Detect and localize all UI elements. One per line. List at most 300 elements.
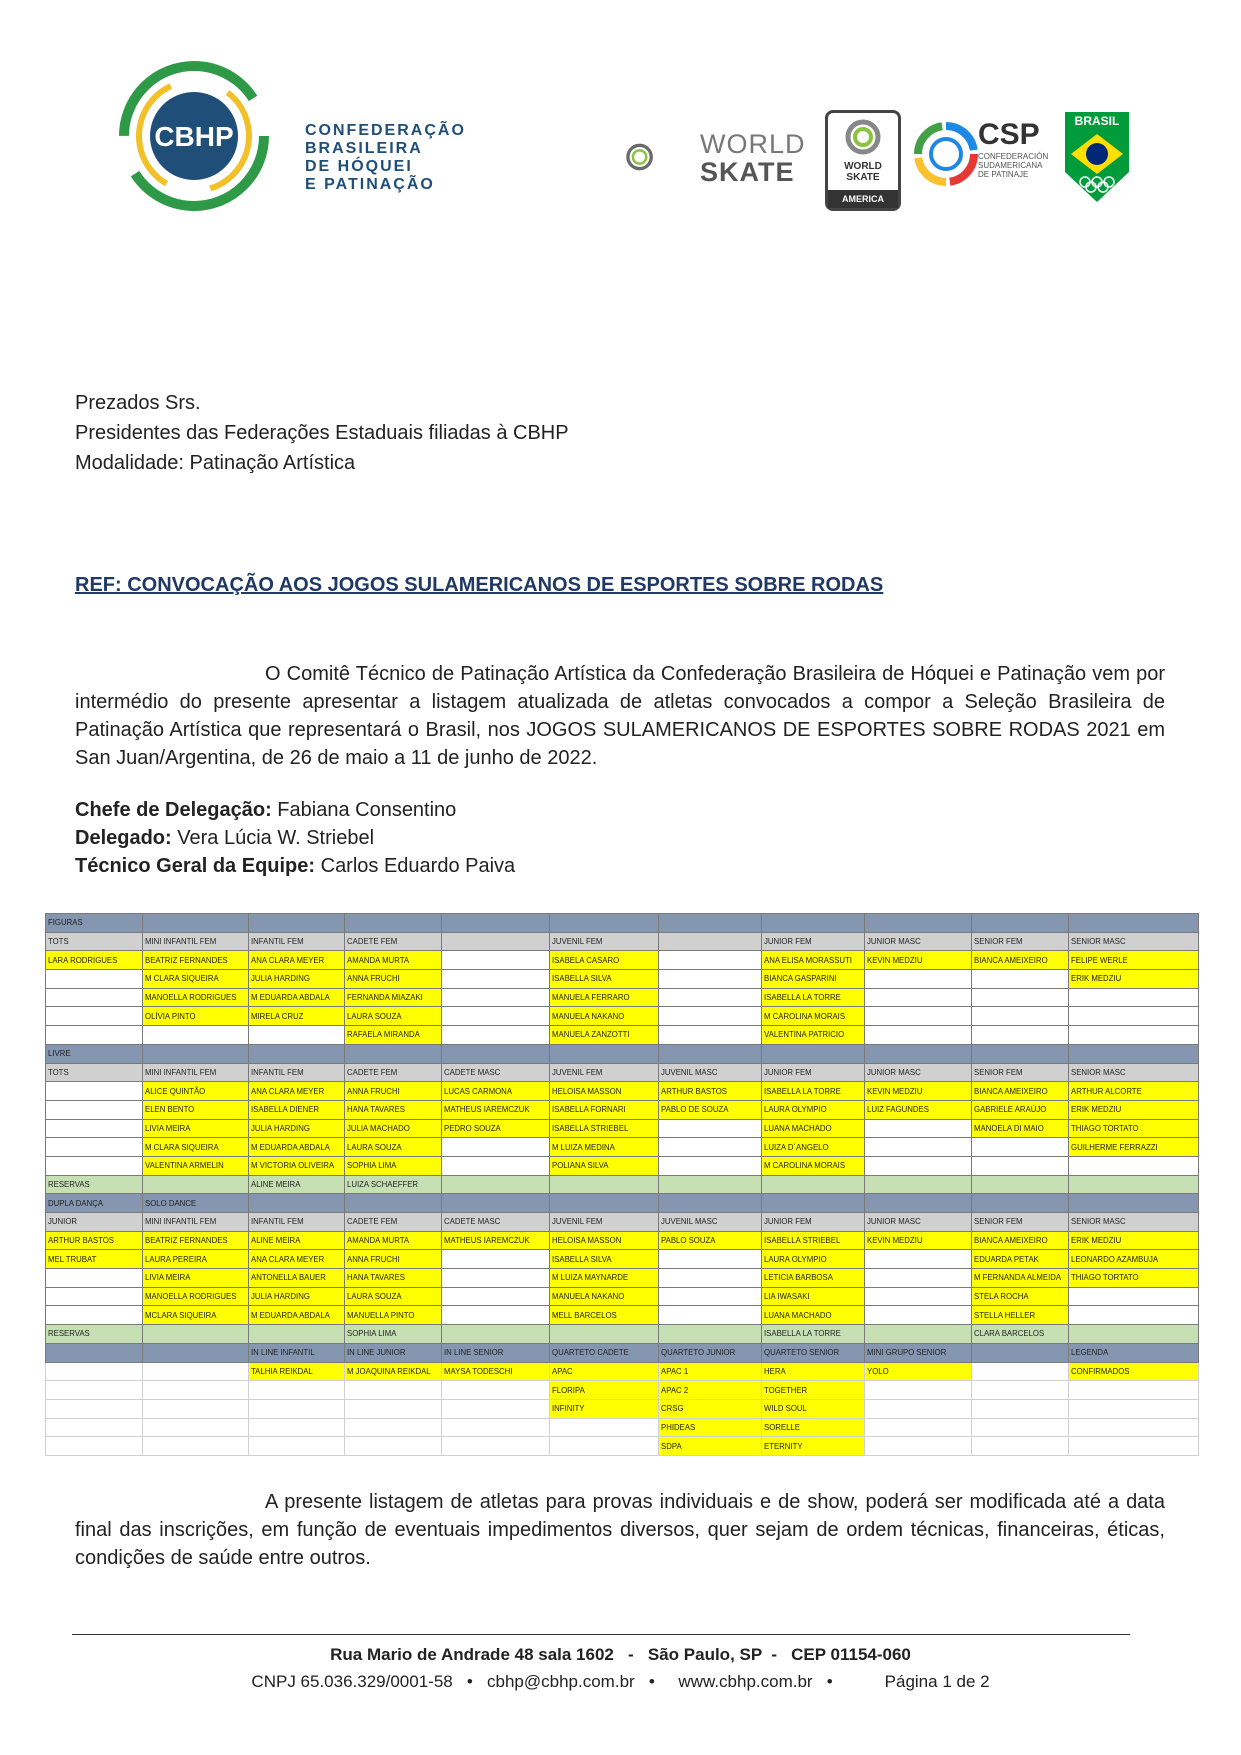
table-row [46, 914, 1199, 933]
table-cell [865, 1287, 972, 1306]
table-cell: FELIPE WERLE [1069, 951, 1199, 970]
table-cell [865, 1325, 972, 1344]
table-cell [865, 1269, 972, 1288]
table-cell: ISABELA CASARO [550, 951, 659, 970]
table-cell [46, 970, 143, 989]
table-cell: JUNIOR MASC [865, 932, 972, 951]
table-cell [865, 1026, 972, 1045]
table-cell: APAC [550, 1362, 659, 1381]
table-cell [46, 1437, 143, 1456]
table-cell: CONFIRMADOS [1069, 1362, 1199, 1381]
table-cell: M JOAQUINA REIKDAL [345, 1362, 442, 1381]
table-cell [1069, 1175, 1199, 1194]
table-cell: RESERVAS [46, 1325, 143, 1344]
table-cell [550, 1044, 659, 1063]
table-cell: LAURA SOUZA [345, 1138, 442, 1157]
delegation-staff [75, 796, 515, 880]
table-row [46, 1007, 1199, 1026]
table-cell: SENIOR MASC [1069, 932, 1199, 951]
table-cell [442, 951, 550, 970]
table-cell [1069, 1306, 1199, 1325]
table-cell: M EDUARDA ABDALA [249, 1138, 345, 1157]
table-cell [659, 1325, 762, 1344]
table-cell: CADETE FEM [345, 932, 442, 951]
table-cell [345, 1381, 442, 1400]
table-cell [865, 1194, 972, 1213]
footer-address: Rua Mario de Andrade 48 sala 1602 - São Paulo, SP - CEP 01154-060 [330, 1645, 911, 1664]
table-cell: JUNIOR FEM [762, 932, 865, 951]
table-cell [249, 914, 345, 933]
table-cell [1069, 1325, 1199, 1344]
table-row [46, 1399, 1199, 1418]
table-cell [249, 1325, 345, 1344]
table-cell [972, 1381, 1069, 1400]
table-cell: ANA CLARA MEYER [249, 1250, 345, 1269]
table-cell: ALINE MEIRA [249, 1175, 345, 1194]
table-cell [46, 1269, 143, 1288]
table-cell: ANNA FRUCHI [345, 970, 442, 989]
table-cell: KEVIN MEDZIU [865, 1231, 972, 1250]
table-cell: TOTS [46, 932, 143, 951]
table-cell: ISABELLA LA TORRE [762, 988, 865, 1007]
table-cell: JUNIOR MASC [865, 1213, 972, 1232]
table-row [46, 1175, 1199, 1194]
table-cell [46, 1306, 143, 1325]
table-cell [972, 1362, 1069, 1381]
closing-paragraph: A presente listagem de atletas para provas individuais e de show, poderá ser modificada até a data final das inscrições, em função de eventuais impedimentos diversos, quer sejam de ordem técnicas, financeiras, éticas, condições de saúde entre outros. [75, 1491, 1165, 1569]
table-cell: LEONARDO AZAMBUJA [1069, 1250, 1199, 1269]
table-cell: M CAROLINA MORAIS [762, 1156, 865, 1175]
table-cell: SENIOR FEM [972, 1063, 1069, 1082]
table-cell: ISABELLA SILVA [550, 1250, 659, 1269]
table-cell: LEGENDA [1069, 1343, 1199, 1362]
table-cell: KEVIN MEDZIU [865, 1082, 972, 1101]
table-cell: ISABELLA DIENER [249, 1100, 345, 1119]
table-cell [865, 1044, 972, 1063]
table-row [46, 1250, 1199, 1269]
table-cell: CADETE FEM [345, 1213, 442, 1232]
table-cell: HELOISA MASSON [550, 1231, 659, 1250]
table-cell [972, 1007, 1069, 1026]
table-cell: LUIZA D´ANGELO [762, 1138, 865, 1157]
table-cell: M CAROLINA MORAIS [762, 1007, 865, 1026]
table-cell [1069, 914, 1199, 933]
table-cell: JUVENIL MASC [659, 1213, 762, 1232]
table-cell [442, 1287, 550, 1306]
table-cell [1069, 1044, 1199, 1063]
table-cell [659, 1250, 762, 1269]
table-cell: SOPHIA LIMA [345, 1325, 442, 1344]
table-cell: JULIA MACHADO [345, 1119, 442, 1138]
table-cell: MATHEUS IAREMCZUK [442, 1100, 550, 1119]
table-cell [143, 1362, 249, 1381]
table-cell: JUVENIL FEM [550, 1213, 659, 1232]
table-cell: QUARTETO JUNIOR [659, 1343, 762, 1362]
table-cell [249, 1437, 345, 1456]
table-cell: JUNIOR [46, 1213, 143, 1232]
table-cell: JUNIOR FEM [762, 1213, 865, 1232]
table-cell [442, 1437, 550, 1456]
table-cell: SENIOR FEM [972, 932, 1069, 951]
table-cell [46, 1362, 143, 1381]
table-cell: HANA TAVARES [345, 1100, 442, 1119]
table-cell [46, 988, 143, 1007]
table-cell [659, 1269, 762, 1288]
table-cell: ERIK MEDZIU [1069, 970, 1199, 989]
table-cell: LAURA PEREIRA [143, 1250, 249, 1269]
table-cell [442, 914, 550, 933]
table-cell: CADETE MASC [442, 1063, 550, 1082]
table-cell [972, 1343, 1069, 1362]
table-cell: APAC 2 [659, 1381, 762, 1400]
table-cell [345, 1044, 442, 1063]
table-cell [143, 1044, 249, 1063]
table-cell [762, 914, 865, 933]
table-cell [46, 1287, 143, 1306]
table-cell: FLORIPA [550, 1381, 659, 1400]
csp-subtitle: CONFEDERACIÓN SUDAMERICANA DE PATINAJE [978, 152, 1049, 179]
greeting-block [75, 388, 569, 478]
table-cell: MANOELLA RODRIGUES [143, 988, 249, 1007]
table-row [46, 1269, 1199, 1288]
table-cell: JUNIOR FEM [762, 1063, 865, 1082]
table-cell [46, 1119, 143, 1138]
table-cell: APAC 1 [659, 1362, 762, 1381]
table-cell [442, 1381, 550, 1400]
table-cell: MANOELA DI MAIO [972, 1119, 1069, 1138]
table-cell [143, 1175, 249, 1194]
table-cell: PHIDEAS [659, 1418, 762, 1437]
table-cell: IN LINE JUNIOR [345, 1343, 442, 1362]
table-row [46, 1362, 1199, 1381]
footer-contact: CNPJ 65.036.329/0001-58 • cbhp@cbhp.com.br • www.cbhp.com.br • Página 1 de 2 [251, 1672, 990, 1691]
table-cell: M EDUARDA ABDALA [249, 988, 345, 1007]
table-cell [865, 1399, 972, 1418]
table-cell: KEVIN MEDZIU [865, 951, 972, 970]
table-cell [46, 1381, 143, 1400]
table-cell: IN LINE INFANTIL [249, 1343, 345, 1362]
svg-text:BRASIL: BRASIL [1074, 114, 1120, 128]
cbhp-logo-text: CBHP [154, 121, 234, 152]
table-cell [249, 1194, 345, 1213]
table-cell [46, 1007, 143, 1026]
table-cell [659, 1138, 762, 1157]
table-cell [442, 970, 550, 989]
table-cell: YOLO [865, 1362, 972, 1381]
athlete-table [45, 913, 1199, 1456]
world-skate-america-logo: WORLD SKATE AMERICA [825, 110, 901, 211]
table-cell: AMANDA MURTA [345, 951, 442, 970]
table-cell: LAURA SOUZA [345, 1007, 442, 1026]
table-cell: OLÍVIA PINTO [143, 1007, 249, 1026]
table-cell: TOGETHER [762, 1381, 865, 1400]
table-row [46, 1100, 1199, 1119]
table-cell [865, 1418, 972, 1437]
table-cell: VALENTINA ARMELIN [143, 1156, 249, 1175]
table-cell [659, 932, 762, 951]
table-cell [972, 1418, 1069, 1437]
table-row [46, 1119, 1199, 1138]
table-cell: MATHEUS IAREMCZUK [442, 1231, 550, 1250]
table-cell: WILD SOUL [762, 1399, 865, 1418]
table-cell: MANUELA FERRARO [550, 988, 659, 1007]
table-cell: THIAGO TORTATO [1069, 1119, 1199, 1138]
table-cell [143, 1418, 249, 1437]
table-cell: ARTHUR BASTOS [659, 1082, 762, 1101]
table-cell [143, 1343, 249, 1362]
table-cell [865, 1175, 972, 1194]
table-cell [143, 1026, 249, 1045]
table-cell: INFANTIL FEM [249, 1063, 345, 1082]
table-cell [550, 1418, 659, 1437]
table-cell [442, 1194, 550, 1213]
table-cell: ANTONELLA BAUER [249, 1269, 345, 1288]
table-cell [972, 970, 1069, 989]
table-cell: MANOELLA RODRIGUES [143, 1287, 249, 1306]
table-cell: FERNANDA MIAZAKI [345, 988, 442, 1007]
table-cell [442, 1269, 550, 1288]
table-row [46, 988, 1199, 1007]
table-cell [972, 1026, 1069, 1045]
table-cell: GABRIELE ARAÚJO [972, 1100, 1069, 1119]
table-cell [659, 970, 762, 989]
table-row [46, 1231, 1199, 1250]
cbhp-logo [118, 60, 270, 212]
table-cell: QUARTETO SENIOR [762, 1343, 865, 1362]
table-cell [345, 914, 442, 933]
table-row [46, 932, 1199, 951]
table-cell: CLARA BARCELOS [972, 1325, 1069, 1344]
table-cell: MELL BARCELOS [550, 1306, 659, 1325]
world-skate-text: WORLD SKATE [700, 129, 806, 187]
table-cell: M LUIZA MEDINA [550, 1138, 659, 1157]
table-cell [659, 1007, 762, 1026]
table-cell: BIANCA AMEIXEIRO [972, 1231, 1069, 1250]
table-cell [1069, 1287, 1199, 1306]
table-cell: INFINITY [550, 1399, 659, 1418]
table-cell [550, 1437, 659, 1456]
table-cell [550, 1175, 659, 1194]
table-cell: INFANTIL FEM [249, 932, 345, 951]
table-cell [659, 1287, 762, 1306]
table-cell [249, 1026, 345, 1045]
table-cell [659, 1156, 762, 1175]
table-cell: ANA CLARA MEYER [249, 951, 345, 970]
table-cell: ANA CLARA MEYER [249, 1082, 345, 1101]
table-cell: SOLO DANCE [143, 1194, 249, 1213]
table-cell: M CLARA SIQUEIRA [143, 1138, 249, 1157]
table-cell: M LUIZA MAYNARDE [550, 1269, 659, 1288]
table-cell [345, 1418, 442, 1437]
table-cell: JULIA HARDING [249, 1287, 345, 1306]
table-cell: BIANCA GASPARINI [762, 970, 865, 989]
table-cell: JUNIOR MASC [865, 1063, 972, 1082]
table-cell: CRSG [659, 1399, 762, 1418]
table-cell [972, 1194, 1069, 1213]
table-cell: ISABELLA STRIEBEL [762, 1231, 865, 1250]
table-row [46, 1082, 1199, 1101]
table-cell: MCLARA SIQUEIRA [143, 1306, 249, 1325]
table-cell [1069, 988, 1199, 1007]
table-cell [659, 1306, 762, 1325]
table-cell: MINI INFANTIL FEM [143, 932, 249, 951]
table-cell: VALENTINA PATRICIO [762, 1026, 865, 1045]
table-cell: ISABELLA FORNARI [550, 1100, 659, 1119]
table-row [46, 1381, 1199, 1400]
table-row [46, 1325, 1199, 1344]
table-cell: SORELLE [762, 1418, 865, 1437]
world-skate-logo [625, 122, 700, 192]
table-cell [46, 1399, 143, 1418]
table-cell: MANUELA NAKANO [550, 1007, 659, 1026]
table-cell [442, 1418, 550, 1437]
table-row [46, 1437, 1199, 1456]
staff-chief: Chefe de Delegação: Fabiana Consentino [75, 799, 457, 821]
table-cell [972, 1399, 1069, 1418]
table-cell [143, 1399, 249, 1418]
csp-logo [910, 118, 980, 190]
table-cell: ISABELLA SILVA [550, 970, 659, 989]
table-cell [865, 1119, 972, 1138]
table-cell [550, 1194, 659, 1213]
table-cell: PEDRO SOUZA [442, 1119, 550, 1138]
table-cell: LAURA OLYMPIO [762, 1100, 865, 1119]
table-cell [550, 1325, 659, 1344]
table-cell: SENIOR FEM [972, 1213, 1069, 1232]
table-cell [1069, 1418, 1199, 1437]
table-cell [46, 1082, 143, 1101]
table-cell: JUVENIL FEM [550, 1063, 659, 1082]
table-cell: LETICIA BARBOSA [762, 1269, 865, 1288]
table-row [46, 1063, 1199, 1082]
table-cell [972, 1156, 1069, 1175]
table-cell [345, 1437, 442, 1456]
table-cell: MEL TRUBAT [46, 1250, 143, 1269]
table-cell [143, 914, 249, 933]
table-cell: LIVIA MEIRA [143, 1269, 249, 1288]
staff-coach: Técnico Geral da Equipe: Carlos Eduardo Paiva [75, 855, 516, 877]
table-cell: JUVENIL MASC [659, 1063, 762, 1082]
table-cell: PABLO SOUZA [659, 1231, 762, 1250]
table-cell: LUANA MACHADO [762, 1119, 865, 1138]
table-cell [865, 988, 972, 1007]
footer-divider [72, 1634, 1130, 1635]
table-cell [1069, 1381, 1199, 1400]
table-cell [249, 1044, 345, 1063]
table-cell: BEATRIZ FERNANDES [143, 1231, 249, 1250]
table-cell: THIAGO TORTATO [1069, 1269, 1199, 1288]
table-cell [442, 1007, 550, 1026]
table-cell [659, 1194, 762, 1213]
table-cell [659, 951, 762, 970]
table-cell: SOPHIA LIMA [345, 1156, 442, 1175]
table-cell: SENIOR MASC [1069, 1063, 1199, 1082]
table-cell: LUANA MACHADO [762, 1306, 865, 1325]
table-cell: RAFAELA MIRANDA [345, 1026, 442, 1045]
table-cell: INFANTIL FEM [249, 1213, 345, 1232]
table-cell: ARTHUR BASTOS [46, 1231, 143, 1250]
staff-delegate: Delegado: Vera Lúcia W. Striebel [75, 827, 375, 849]
greeting-line: Modalidade: Patinação Artística [75, 452, 356, 474]
table-cell: M CLARA SIQUEIRA [143, 970, 249, 989]
table-cell [659, 914, 762, 933]
table-cell [46, 1100, 143, 1119]
table-cell [1069, 1437, 1199, 1456]
table-cell: ISABELLA LA TORRE [762, 1082, 865, 1101]
table-cell: CADETE MASC [442, 1213, 550, 1232]
table-row [46, 1418, 1199, 1437]
table-cell [1069, 1156, 1199, 1175]
reference-title: REF: CONVOCAÇÃO AOS JOGOS SULAMERICANOS DE ESPORTES SOBRE RODAS [75, 574, 884, 596]
table-cell [972, 1138, 1069, 1157]
table-cell [659, 1119, 762, 1138]
table-cell [442, 988, 550, 1007]
table-cell [442, 1044, 550, 1063]
table-cell [442, 1156, 550, 1175]
table-cell: TOTS [46, 1063, 143, 1082]
table-cell [345, 1194, 442, 1213]
table-row [46, 1213, 1199, 1232]
table-cell: HANA TAVARES [345, 1269, 442, 1288]
brasil-olympic-shield [1063, 110, 1131, 205]
table-cell: LIA IWASAKI [762, 1287, 865, 1306]
table-cell: ANNA FRUCHI [345, 1250, 442, 1269]
table-cell [865, 1437, 972, 1456]
table-cell [865, 1306, 972, 1325]
table-cell: HERA [762, 1362, 865, 1381]
csp-text: CSP [978, 118, 1040, 151]
table-cell: MANUELLA PINTO [345, 1306, 442, 1325]
table-cell [865, 1381, 972, 1400]
table-cell: STELA ROCHA [972, 1287, 1069, 1306]
table-cell: POLIANA SILVA [550, 1156, 659, 1175]
table-cell [865, 1250, 972, 1269]
table-cell: PABLO DE SOUZA [659, 1100, 762, 1119]
table-cell: FIGURAS [46, 914, 143, 933]
table-cell: ALINE MEIRA [249, 1231, 345, 1250]
table-cell [865, 914, 972, 933]
table-cell [762, 1175, 865, 1194]
table-cell: M EDUARDA ABDALA [249, 1306, 345, 1325]
table-cell: LUIZA SCHAEFFER [345, 1175, 442, 1194]
table-cell [659, 1175, 762, 1194]
table-row [46, 951, 1199, 970]
letterhead [0, 0, 1241, 250]
table-cell: SENIOR MASC [1069, 1213, 1199, 1232]
table-cell [865, 1138, 972, 1157]
table-row [46, 1138, 1199, 1157]
table-cell [659, 988, 762, 1007]
table-cell: LIVRE [46, 1044, 143, 1063]
table-cell [1069, 1026, 1199, 1045]
table-cell [865, 1007, 972, 1026]
table-cell: MINI GRUPO SENIOR [865, 1343, 972, 1362]
table-cell: LUCAS CARMONA [442, 1082, 550, 1101]
table-cell [442, 932, 550, 951]
table-cell [442, 1325, 550, 1344]
table-cell: MANUELA NAKANO [550, 1287, 659, 1306]
table-cell [972, 1044, 1069, 1063]
table-cell: ANNA FRUCHI [345, 1082, 442, 1101]
table-cell: MAYSA TODESCHI [442, 1362, 550, 1381]
table-cell [442, 1175, 550, 1194]
table-cell [442, 1250, 550, 1269]
table-cell: ISABELLA STRIEBEL [550, 1119, 659, 1138]
greeting-line: Presidentes das Federações Estaduais filiadas à CBHP [75, 422, 569, 444]
table-cell: MIRELA CRUZ [249, 1007, 345, 1026]
table-cell [46, 1343, 143, 1362]
table-cell [46, 1138, 143, 1157]
